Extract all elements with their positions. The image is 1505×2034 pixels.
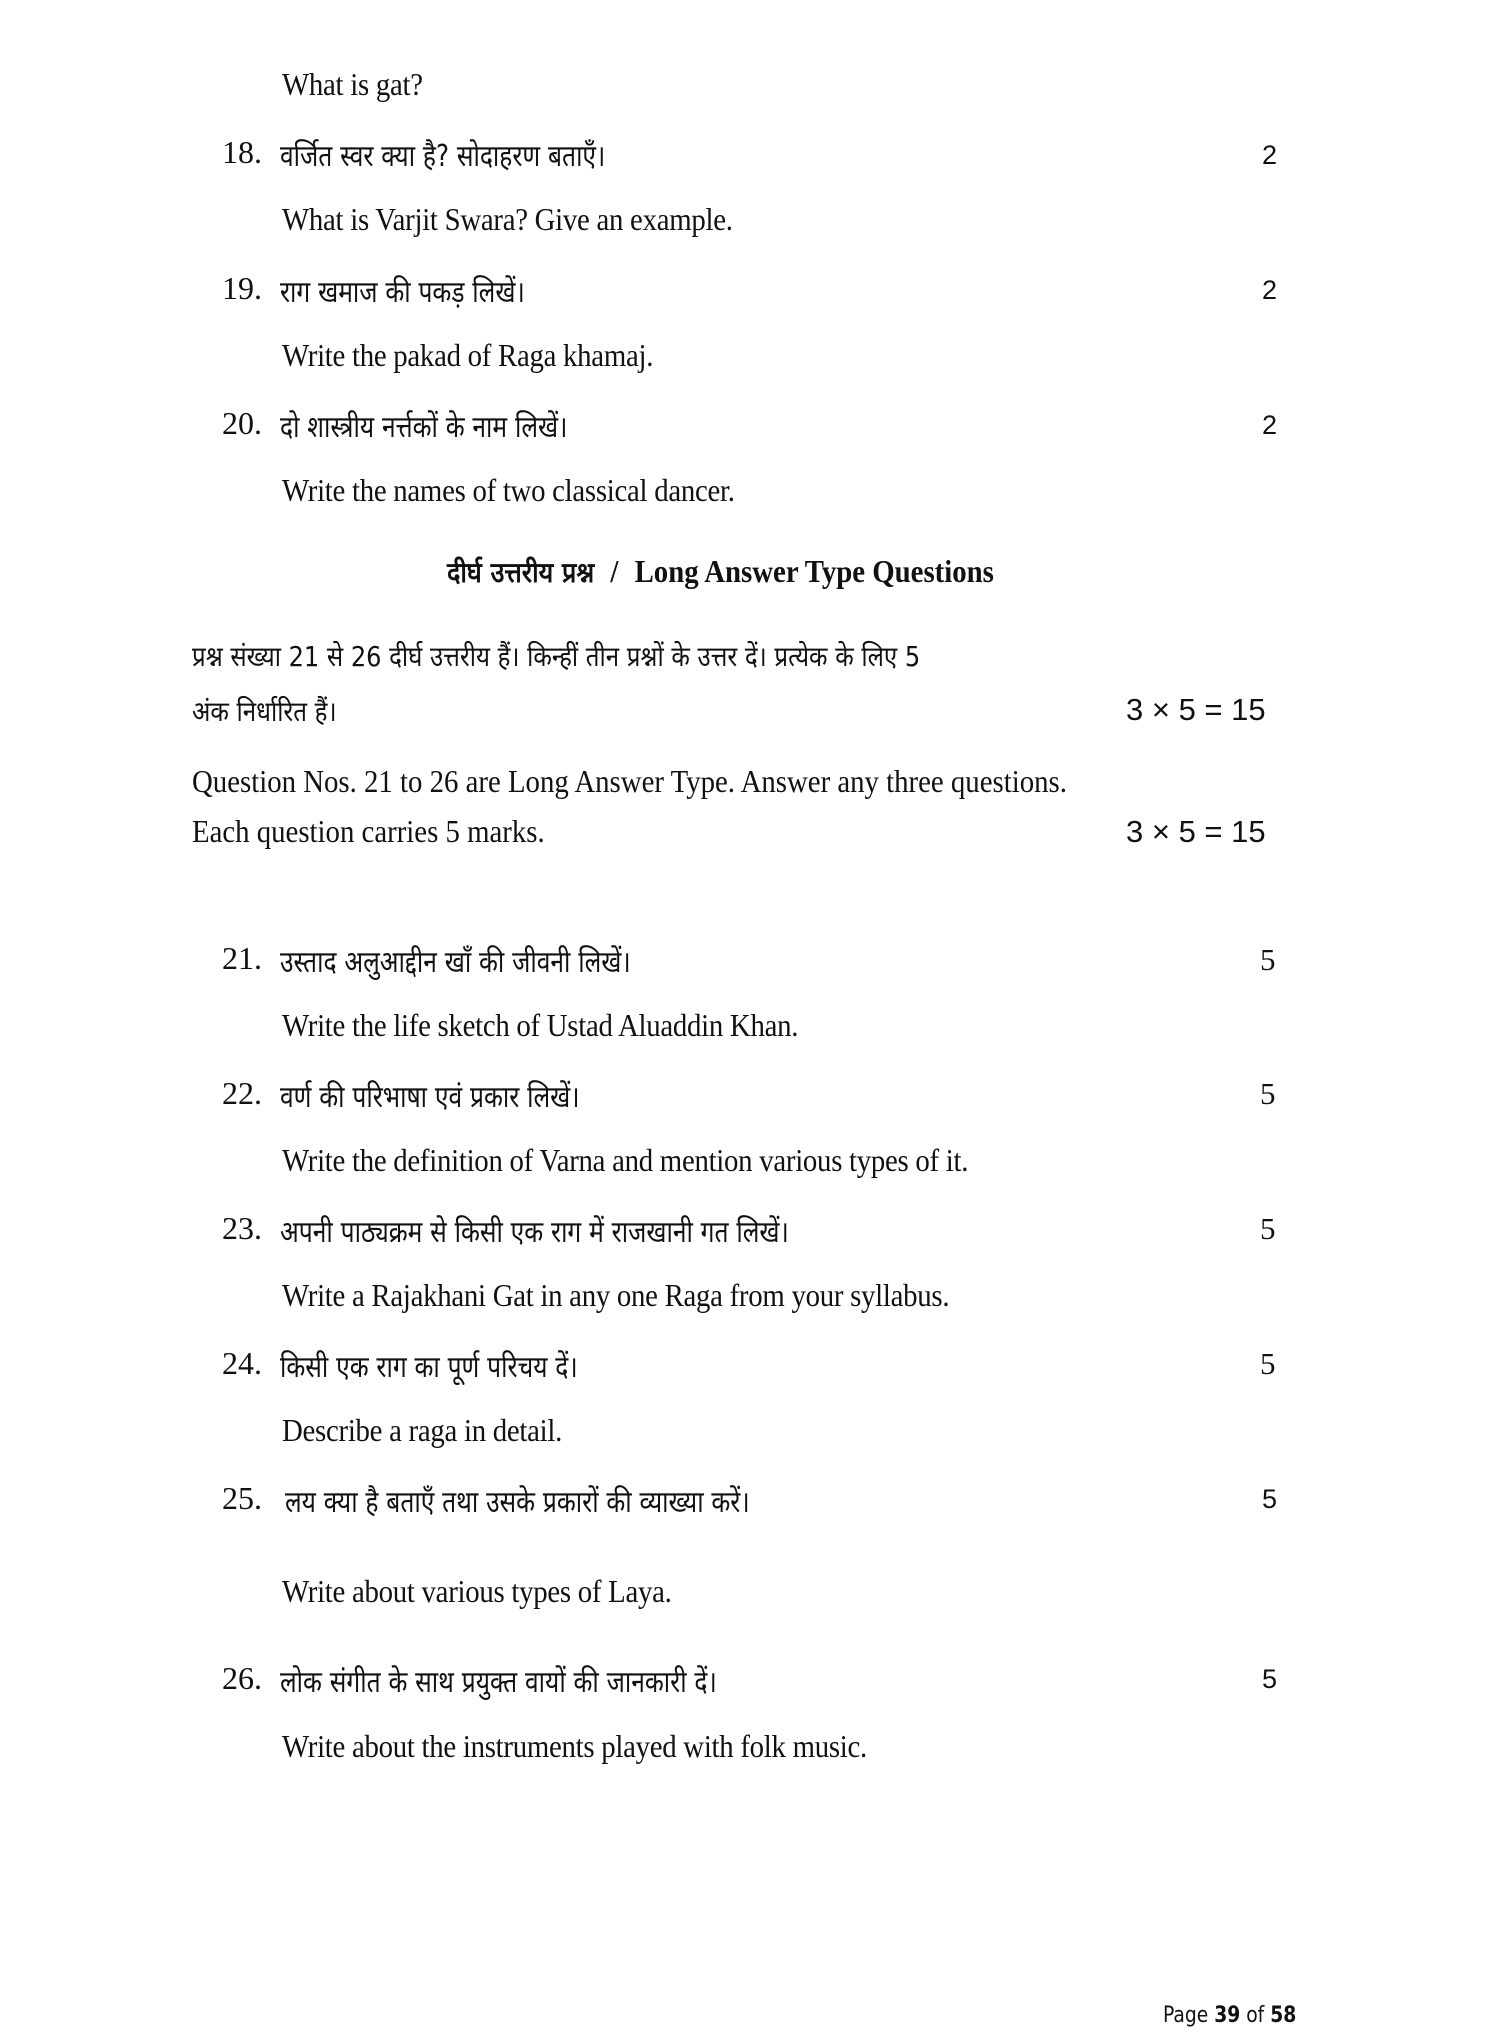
question-english: What is Varjit Swara? Give an example. — [282, 201, 733, 237]
question-number: 20. — [222, 405, 262, 441]
question-english: Write a Rajakhani Gat in any one Raga from your syllabus. — [282, 1277, 950, 1313]
question-marks: 5 — [1260, 1076, 1276, 1111]
question-english: Describe a raga in detail. — [282, 1412, 563, 1448]
page-label: Page — [1163, 2003, 1209, 2028]
question-english: Write the life sketch of Ustad Aluaddin Khan. — [282, 1007, 799, 1043]
of-label: of — [1246, 2003, 1265, 2028]
instructions-english-line2: Each question carries 5 marks. — [192, 813, 545, 849]
question-marks: 5 — [1262, 1484, 1278, 1514]
question-hindi: लोक संगीत के साथ प्रयुक्त वायों की जानकारी दें। — [280, 1665, 717, 1700]
question-hindi: राग खमाज की पकड़ लिखें। — [280, 275, 525, 310]
instructions-hindi-line2: अंक निर्धारित हैं। — [192, 695, 337, 728]
question-marks: 5 — [1260, 1346, 1276, 1381]
question-english: Write the names of two classical dancer. — [282, 472, 735, 508]
q17-english-continuation: What is gat? — [282, 66, 423, 102]
question-marks: 2 — [1262, 275, 1278, 305]
question-hindi: दो शास्त्रीय नर्त्तकों के नाम लिखें। — [280, 410, 568, 445]
question-marks: 2 — [1262, 410, 1278, 440]
instructions-hindi-marks: 3 × 5 = 15 — [1126, 692, 1266, 727]
question-number: 26. — [222, 1660, 262, 1696]
question-marks: 2 — [1262, 140, 1278, 170]
question-english: Write about the instruments played with folk music. — [282, 1728, 867, 1764]
question-number: 23. — [222, 1210, 262, 1246]
question-marks: 5 — [1260, 942, 1276, 977]
question-hindi: उस्ताद अलुआद्दीन खाँ की जीवनी लिखें। — [280, 945, 631, 980]
instructions-hindi-line1: प्रश्न संख्या 21 से 26 दीर्घ उत्तरीय हैं। किन्हीं तीन प्रश्नों के उत्तर दें। प्रत्येक के लिए 5 — [192, 640, 921, 673]
question-number: 21. — [222, 940, 262, 976]
current-page: 39 — [1214, 2003, 1241, 2028]
question-marks: 5 — [1260, 1211, 1276, 1246]
section-heading-hindi: दीर्घ उत्तरीय प्रश्न — [447, 556, 595, 589]
question-hindi: अपनी पाठ्यक्रम से किसी एक राग में राजखानी गत लिखें। — [280, 1215, 789, 1250]
question-hindi: किसी एक राग का पूर्ण परिचय दें। — [280, 1350, 578, 1385]
page-number-footer — [1163, 2003, 1296, 2028]
question-english: Write about various types of Laya. — [282, 1573, 672, 1609]
section-heading — [447, 553, 994, 591]
section-heading-separator: / — [610, 553, 619, 589]
total-pages: 58 — [1270, 2003, 1297, 2028]
question-hindi: वर्जित स्वर क्या है? सोदाहरण बताएँ। — [280, 139, 606, 174]
question-number: 18. — [222, 134, 262, 170]
question-number: 22. — [222, 1075, 262, 1111]
instructions-english-line1: Question Nos. 21 to 26 are Long Answer Type. Answer any three questions. — [192, 763, 1067, 799]
question-hindi: लय क्या है बताएँ तथा उसके प्रकारों की व्याख्या करें। — [285, 1485, 750, 1520]
question-english: Write the definition of Varna and mention various types of it. — [282, 1142, 969, 1178]
instructions-english-marks: 3 × 5 = 15 — [1126, 814, 1266, 849]
question-number: 25. — [222, 1480, 262, 1516]
question-number: 24. — [222, 1345, 262, 1381]
question-marks: 5 — [1262, 1664, 1278, 1694]
question-hindi: वर्ण की परिभाषा एवं प्रकार लिखें। — [280, 1080, 580, 1115]
question-number: 19. — [222, 270, 262, 306]
section-heading-english: Long Answer Type Questions — [634, 553, 994, 589]
question-english: Write the pakad of Raga khamaj. — [282, 337, 654, 373]
